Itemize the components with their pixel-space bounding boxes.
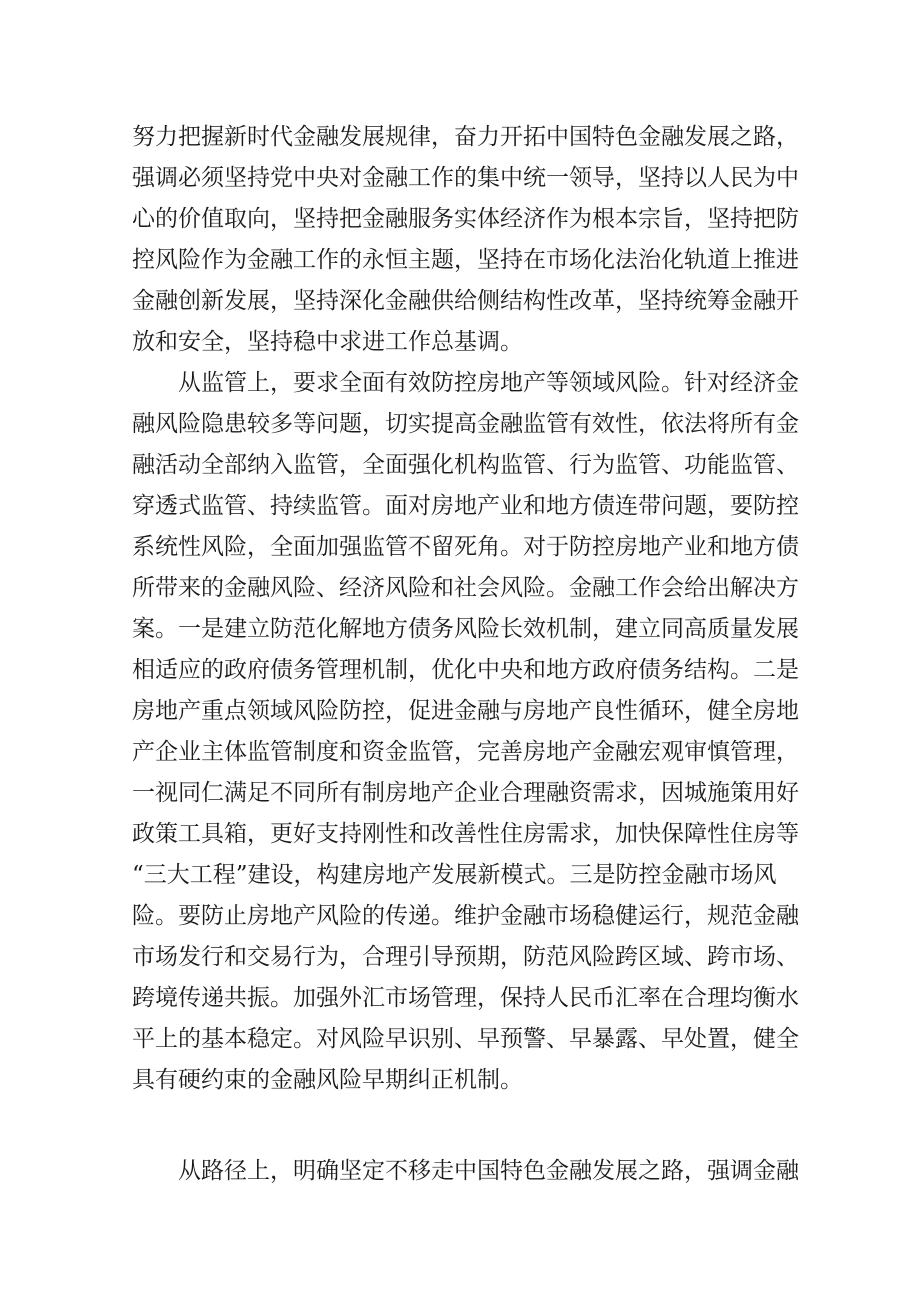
paragraph-2-line-16: 跨境传递共振。加强外汇市场管理，保持人民币汇率在合理均衡水 bbox=[132, 985, 799, 1011]
paragraph-2-line-9: 房地产重点领域风险防控，促进金融与房地产良性循环，健全房地 bbox=[132, 698, 799, 724]
paragraph-2-line-11: 一视同仁满足不同所有制房地产企业合理融资需求，因城施策用好 bbox=[132, 780, 799, 806]
paragraph-1-line-6: 放和安全，坚持稳中求进工作总基调。 bbox=[132, 329, 523, 355]
paragraph-2-line-3: 融活动全部纳入监管，全面强化机构监管、行为监管、功能监管、 bbox=[132, 452, 799, 478]
paragraph-2-line-2: 融风险隐患较多等问题，切实提高金融监管有效性，依法将所有金 bbox=[132, 411, 799, 437]
paragraph-2-line-5: 系统性风险，全面加强监管不留死角。对于防控房地产业和地方债 bbox=[132, 534, 799, 560]
paragraph-2-line-15: 市场发行和交易行为，合理引导预期，防范风险跨区域、跨市场、 bbox=[132, 944, 799, 970]
paragraph-1-line-1: 努力把握新时代金融发展规律，奋力开拓中国特色金融发展之路， bbox=[132, 124, 799, 150]
paragraph-1-line-4: 控风险作为金融工作的永恒主题，坚持在市场化法治化轨道上推进 bbox=[132, 247, 799, 273]
paragraph-2-line-7: 案。一是建立防范化解地方债务风险长效机制，建立同高质量发展 bbox=[132, 616, 799, 642]
paragraph-1-line-5: 金融创新发展，坚持深化金融供给侧结构性改革，坚持统筹金融开 bbox=[132, 288, 799, 314]
paragraph-2-line-13: “三大工程”建设，构建房地产发展新模式。三是防控金融市场风 bbox=[132, 862, 777, 888]
paragraph-2-line-1: 从监管上，要求全面有效防控房地产等领域风险。针对经济金 bbox=[178, 370, 799, 396]
paragraph-2-line-8: 相适应的政府债务管理机制，优化中央和地方政府债务结构。二是 bbox=[132, 657, 799, 683]
paragraph-2-line-4: 穿透式监管、持续监管。面对房地产业和地方债连带问题，要防控 bbox=[132, 493, 799, 519]
paragraph-2-line-12: 政策工具箱，更好支持刚性和改善性住房需求，加快保障性住房等 bbox=[132, 821, 799, 847]
paragraph-1-line-2: 强调必须坚持党中央对金融工作的集中统一领导，坚持以人民为中 bbox=[132, 165, 799, 191]
paragraph-2-line-18: 具有硬约束的金融风险早期纠正机制。 bbox=[132, 1067, 523, 1093]
paragraph-1-line-3: 心的价值取向，坚持把金融服务实体经济作为根本宗旨，坚持把防 bbox=[132, 206, 799, 232]
paragraph-2-line-17: 平上的基本稳定。对风险早识别、早预警、早暴露、早处置，健全 bbox=[132, 1026, 799, 1052]
paragraph-3-line-1: 从路径上，明确坚定不移走中国特色金融发展之路，强调金融 bbox=[178, 1158, 799, 1184]
paragraph-2-line-6: 所带来的金融风险、经济风险和社会风险。金融工作会给出解决方 bbox=[132, 575, 799, 601]
paragraph-2-line-14: 险。要防止房地产风险的传递。维护金融市场稳健运行，规范金融 bbox=[132, 903, 799, 929]
paragraph-2-line-10: 产企业主体监管制度和资金监管，完善房地产金融宏观审慎管理， bbox=[132, 739, 799, 765]
